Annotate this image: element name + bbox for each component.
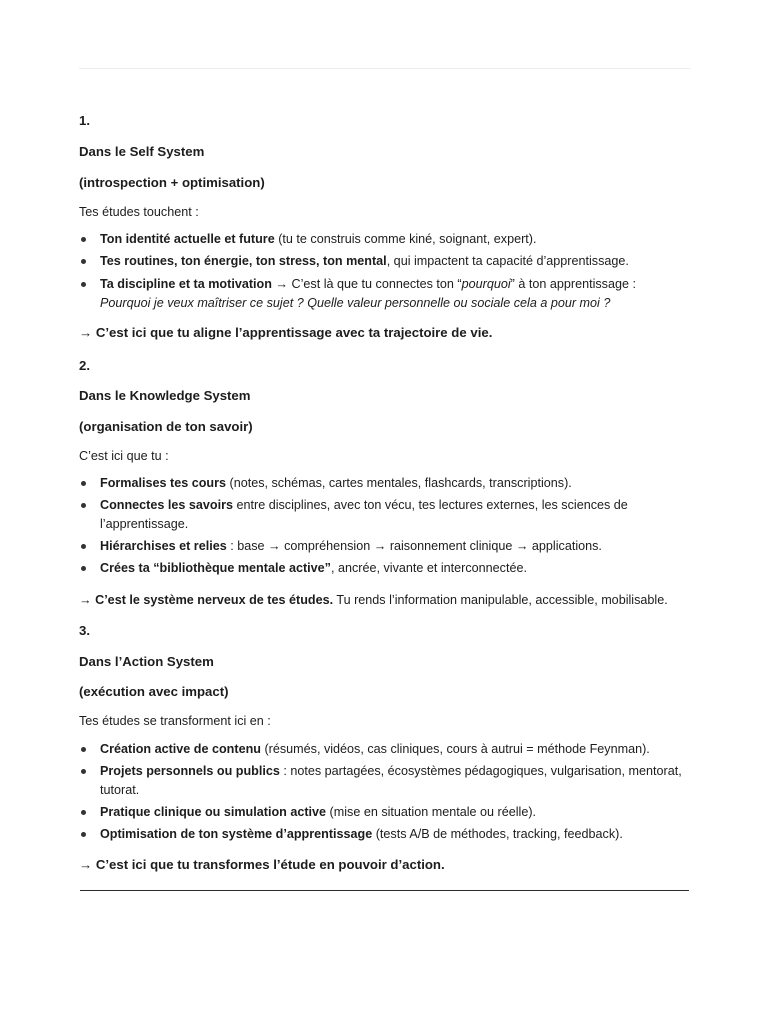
bottom-divider [80, 890, 689, 891]
section3-subtitle: (exécution avec impact) [79, 684, 229, 699]
section1-title: Dans le Self System [79, 144, 205, 159]
list-item: Crées ta “bibliothèque mentale active”, ancrée, vivante et interconnectée. [79, 559, 689, 578]
motivation-question: Pourquoi je veux maîtriser ce sujet ? Quelle valeur personnelle ou sociale cela a pour moi ? [100, 295, 611, 310]
bullet-icon [81, 566, 86, 571]
section3-conclusion: → C’est ici que tu transformes l’étude en pouvoir d’action. [79, 857, 445, 872]
list-item: Connectes les savoirs entre disciplines, avec ton vécu, tes lectures externes, les sciences de l’apprentissage. [79, 496, 689, 533]
bullet-icon [81, 503, 86, 508]
section2-conclusion: → C’est le système nerveux de tes études. Tu rends l’information manipulable, accessible, mobilisable. [79, 593, 668, 607]
list-item: Projets personnels ou publics : notes partagées, écosystèmes pédagogiques, vulgarisation, mentorat, tutorat. [79, 762, 689, 799]
bullet-icon [81, 810, 86, 815]
section2-intro: C’est ici que tu : [79, 449, 169, 463]
bullet-icon [81, 747, 86, 752]
list-item: Hiérarchises et relies : base → compréhension → raisonnement clinique → applications. [79, 537, 689, 556]
bullet-icon [81, 481, 86, 486]
bullet-icon [81, 282, 86, 287]
section1-intro: Tes études touchent : [79, 205, 199, 219]
bullet-icon [81, 237, 86, 242]
list-item: Pratique clinique ou simulation active (mise en situation mentale ou réelle). [79, 803, 689, 822]
list-item: Ton identité actuelle et future (tu te construis comme kiné, soignant, expert). [79, 230, 689, 249]
bullet-icon [81, 259, 86, 264]
section1-conclusion: → C’est ici que tu aligne l’apprentissage avec ta trajectoire de vie. [79, 325, 493, 340]
section3-title: Dans l’Action System [79, 654, 214, 669]
section2-number: 2. [79, 358, 90, 373]
section1-subtitle: (introspection + optimisation) [79, 175, 265, 190]
section3-intro: Tes études se transforment ici en : [79, 714, 271, 728]
bullet-icon [81, 769, 86, 774]
section3-number: 3. [79, 623, 90, 638]
list-item: Ta discipline et ta motivation → C’est là que tu connectes ton “pourquoi” à ton apprentissage : Pourquoi je veux maîtriser ce sujet ? Quelle valeur personnelle ou sociale cela a pour moi ? [79, 275, 689, 312]
bullet-icon [81, 544, 86, 549]
section2-title: Dans le Knowledge System [79, 388, 251, 403]
list-item: Tes routines, ton énergie, ton stress, ton mental, qui impactent ta capacité d’apprentissage. [79, 252, 689, 271]
bullet-icon [81, 832, 86, 837]
list-item: Création active de contenu (résumés, vidéos, cas cliniques, cours à autrui = méthode Feynman). [79, 740, 689, 759]
top-divider [79, 68, 690, 69]
section1-number: 1. [79, 113, 90, 128]
section2-subtitle: (organisation de ton savoir) [79, 419, 253, 434]
list-item: Optimisation de ton système d’apprentissage (tests A/B de méthodes, tracking, feedback). [79, 825, 689, 844]
list-item: Formalises tes cours (notes, schémas, cartes mentales, flashcards, transcriptions). [79, 474, 689, 493]
